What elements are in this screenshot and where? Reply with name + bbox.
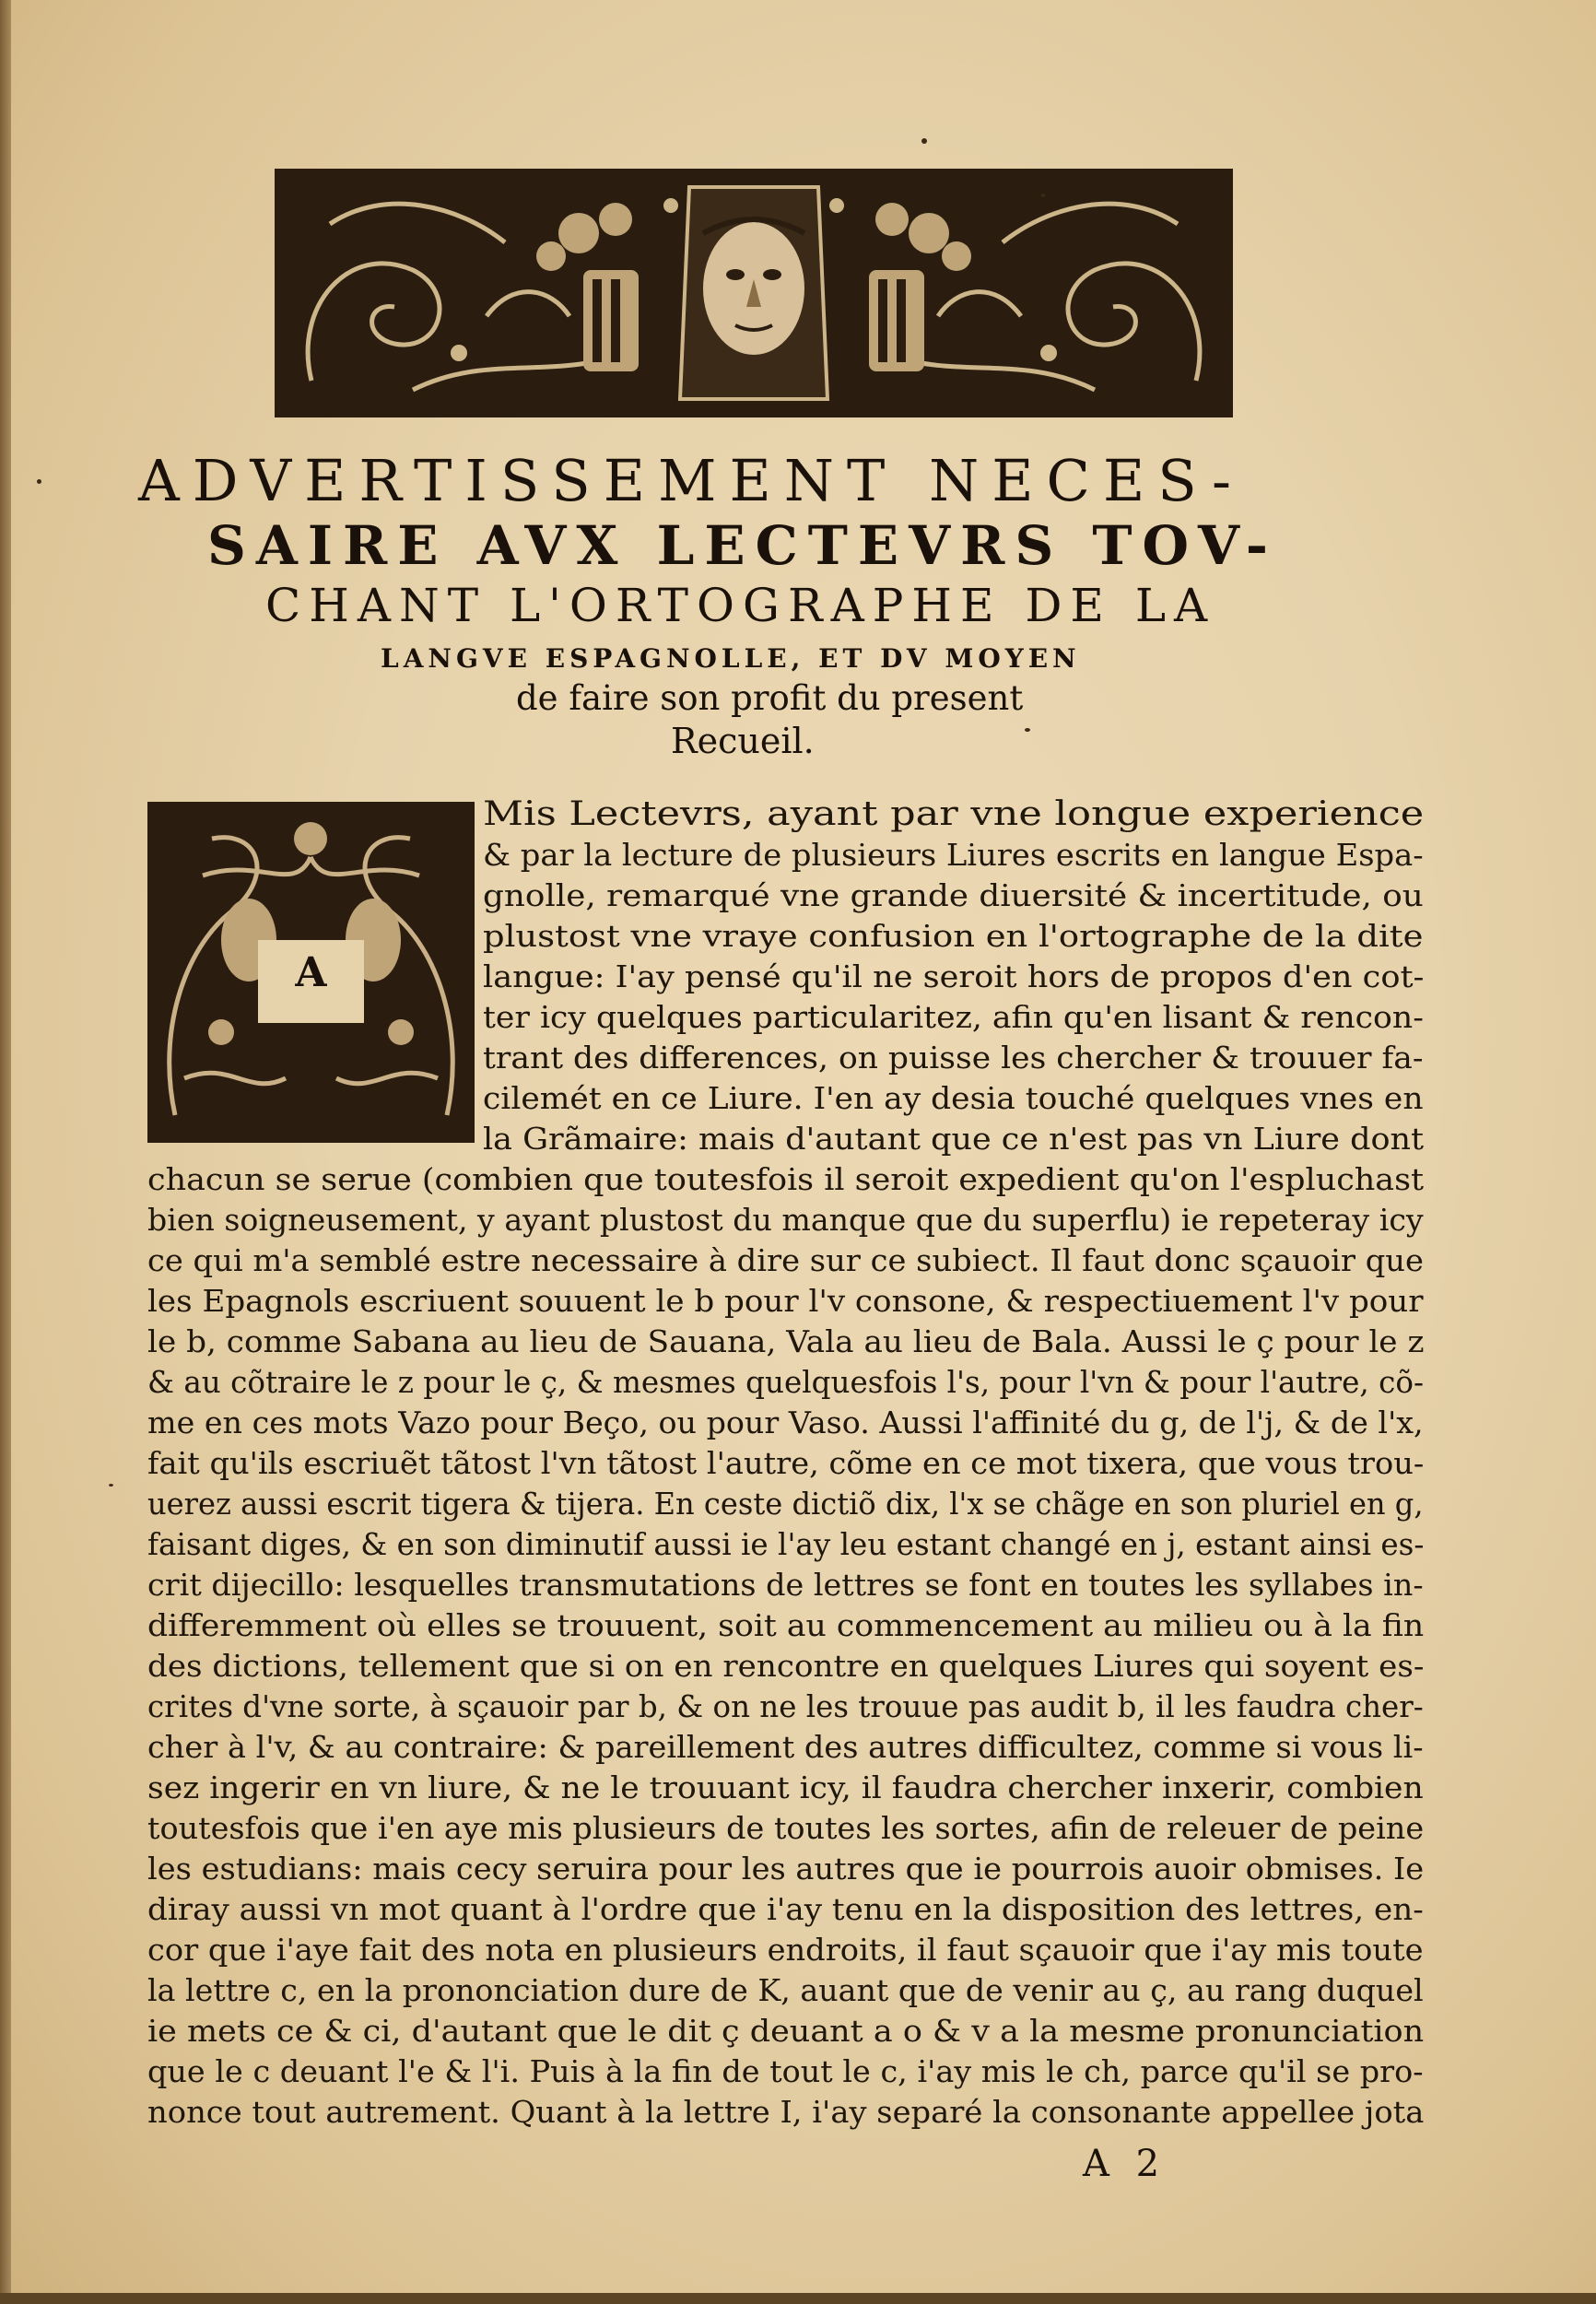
body-line: cher à l'v, & au contraire: & pareillement des autres difficultez, comme si vous li- [147, 1729, 1424, 1765]
paper-speck [109, 1484, 113, 1487]
body-line: les estudians: mais cecy seruira pour les autres que ie pourrois auoir obmises. Ie [147, 1851, 1425, 1887]
body-line: trant des differences, on puisse les chercher & trouuer fa- [483, 1040, 1424, 1076]
paper-speck [1041, 194, 1045, 197]
title-line-1: ADVERTISSEMENT NECES- [138, 447, 1244, 514]
body-line: crit dijecillo: lesquelles transmutations de lettres se font en toutes les syllabes in- [147, 1567, 1424, 1603]
paper-speck [37, 479, 41, 484]
body-line: differemment où elles se trouuent, soit au commencement au milieu ou à la fin [147, 1607, 1425, 1643]
body-line: toutesfois que i'en aye mis plusieurs de toutes les sortes, afin de releuer de peine [147, 1810, 1425, 1846]
paper-speck [921, 138, 927, 144]
body-line: cor que i'aye fait des nota en plusieurs endroits, il faut sçauoir que i'ay mis toute [147, 1932, 1424, 1968]
body-line: langue: I'ay pensé qu'il ne seroit hors de propos d'en cot- [483, 958, 1425, 994]
body-line: la lettre c, en la prononciation dure de K, auant que de venir au ç, au rang duquel [147, 1972, 1424, 2008]
headpiece-ornament [275, 169, 1233, 417]
initial-letter: A [295, 948, 327, 996]
body-line: les Epagnols escriuent souuent le b pour l'v consone, & respectiuement l'v pour [147, 1283, 1424, 1319]
body-line: des dictions, tellement que si on en rencontre en quelques Liures qui soyent es- [147, 1648, 1425, 1684]
body-line: diray aussi vn mot quant à l'ordre que i'ay tenu en la disposition des lettres, en- [147, 1891, 1424, 1927]
signature-mark: A 2 [1083, 2143, 1168, 2185]
title-line-2: SAIRE AVX LECTEVRS TOV- [207, 514, 1278, 577]
body-line: sez ingerir en vn liure, & ne le trouuant icy, il faudra chercher inxerir, combien [147, 1769, 1424, 1805]
body-line: que le c deuant l'e & l'i. Puis à la fin de tout le c, i'ay mis le ch, parce qu'il se pro- [147, 2053, 1424, 2089]
body-line: & par la lecture de plusieurs Liures escrits en langue Espa- [483, 837, 1424, 873]
body-line: crites d'vne sorte, à sçauoir par b, & on ne les trouue pas audit b, il les faudra cher- [147, 1688, 1424, 1724]
body-line: gnolle, remarqué vne grande diuersité & incertitude, ou [483, 877, 1424, 913]
body-line: faisant diges, & en son diminutif aussi ie l'ay leu estant changé en j, estant ainsi es- [147, 1526, 1425, 1562]
body-line: & au cõtraire le z pour le ç, & mesmes quelquesfois l's, pour l'vn & pour l'autre, cõ- [147, 1364, 1424, 1400]
title-line-5: de faire son profit du present [516, 678, 1024, 718]
body-line: nonce tout autrement. Quant à la lettre I, i'ay separé la consonante appellee jota [147, 2094, 1425, 2130]
body-line: le b, comme Sabana au lieu de Sauana, Vala au lieu de Bala. Aussi le ç pour le z [147, 1323, 1425, 1359]
body-line: bien soigneusement, y ayant plustost du manque que du superflu) ie repeteray icy [147, 1202, 1424, 1238]
body-line: ter icy quelques particularitez, afin qu'en lisant & rencon- [483, 999, 1424, 1035]
page-gutter [0, 0, 11, 2304]
body-line: la Grãmaire: mais d'autant que ce n'est pas vn Liure dont [483, 1121, 1425, 1157]
body-line: ce qui m'a semblé estre necessaire à dire sur ce subiect. Il faut donc sçauoir que [147, 1242, 1424, 1278]
body-line: ie mets ce & ci, d'autant que le dit ç deuant a o & v a la mesme pronunciation [147, 2013, 1425, 2049]
title-line-6: Recueil. [671, 721, 815, 761]
body-line: fait qu'ils escriuẽt tãtost l'vn tãtost l'autre, cõme en ce mot tixera, que vous trou- [147, 1445, 1425, 1481]
body-line: uerez aussi escrit tigera & tijera. En ceste dictiõ dix, l'x se chãge en son pluriel en g, [147, 1486, 1424, 1522]
body-line: plustost vne vraye confusion en l'ortographe de la dite [483, 918, 1424, 954]
title-line-3: CHANT L'ORTOGRAPHE DE LA [265, 579, 1216, 632]
page-bottom-edge [0, 2293, 1596, 2304]
decorated-initial [147, 802, 475, 1143]
body-line: Mis Lectevrs, ayant par vne longue experience [483, 795, 1425, 833]
paper-speck [1025, 728, 1030, 732]
body-line: chacun se serue (combien que toutesfois il seroit expedient qu'on l'espluchast [147, 1161, 1425, 1197]
body-line: me en ces mots Vazo pour Beço, ou pour Vaso. Aussi l'affinité du g, de l'j, & de l'x, [147, 1405, 1424, 1440]
body-line: cilemét en ce Liure. I'en ay desia touché quelques vnes en [483, 1080, 1424, 1116]
title-line-4: LANGVE ESPAGNOLLE, ET DV MOYEN [381, 643, 1081, 674]
